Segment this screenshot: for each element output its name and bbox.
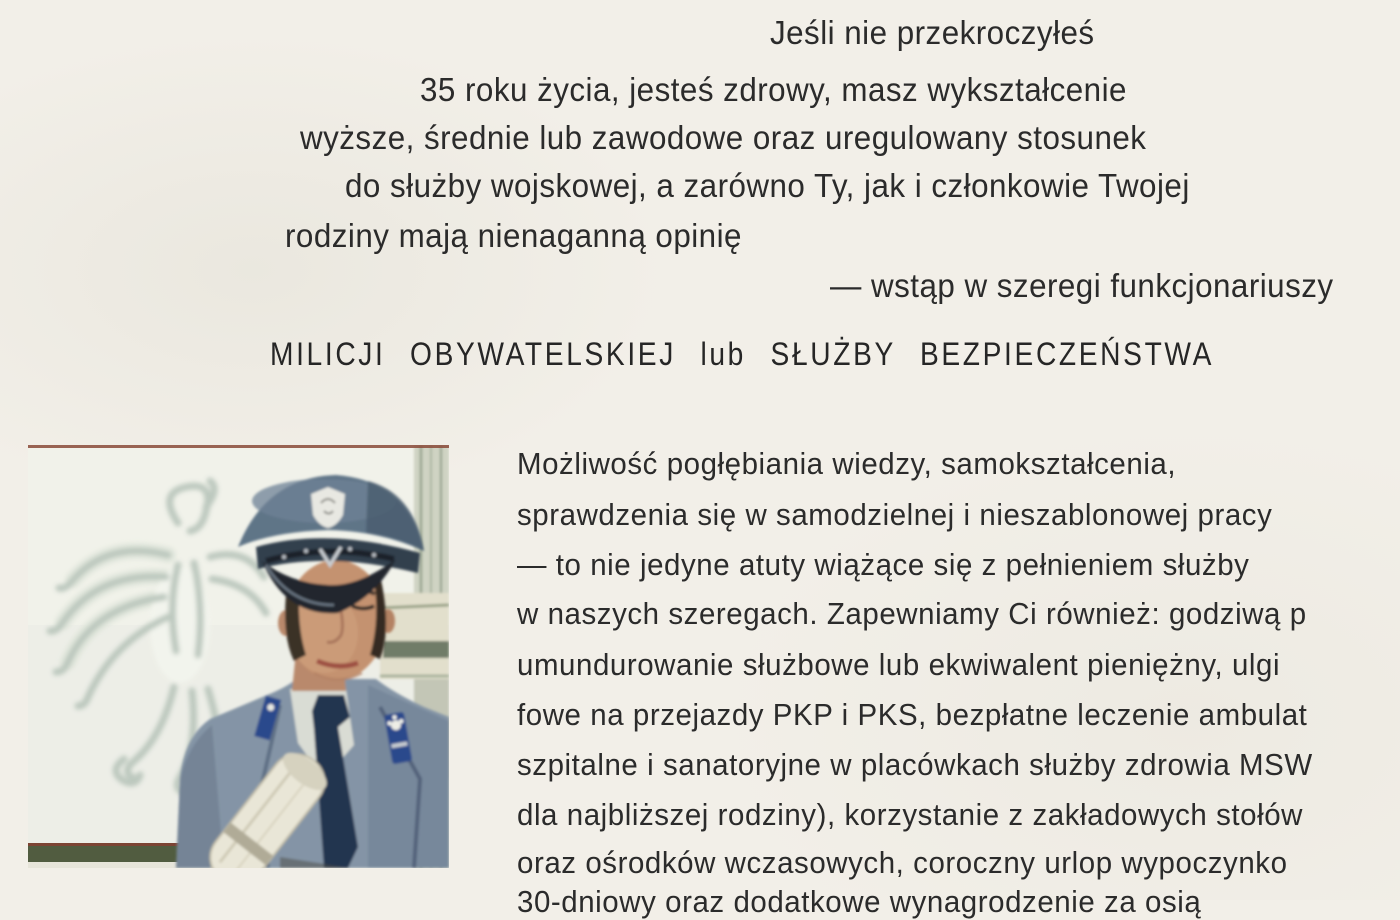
officer-photo	[28, 445, 449, 868]
body-line-1: Możliwość pogłębiania wiedzy, samokształcenia,	[517, 446, 1177, 481]
body-line-5: umundurowanie służbowe lub ekwiwalent pieniężny, ulgi	[517, 647, 1281, 682]
body-line-9: oraz ośrodków wczasowych, coroczny urlop wypoczynko	[517, 845, 1288, 880]
body-line-3: — to nie jedyne atuty wiążące się z pełnieniem służby	[517, 547, 1250, 582]
body-line-6: fowe na przejazdy PKP i PKS, bezpłatne leczenie ambulat	[517, 697, 1308, 732]
intro-line-2: 35 roku życia, jesteś zdrowy, masz wykształcenie	[420, 71, 1127, 108]
intro-line-6: — wstąp w szeregi funkcjonariuszy	[830, 267, 1334, 304]
body-line-10-clipped: 30-dniowy oraz dodatkowe wynagrodzenie za osią	[517, 884, 1202, 919]
body-line-8: dla najbliższej rodziny), korzystanie z zakładowych stołów	[517, 797, 1303, 832]
headline-milicja-sb: MILICJI OBYWATELSKIEJ lub SŁUŻBY BEZPIECZEŃSTWA	[270, 336, 1215, 372]
officer-photo-art	[28, 445, 449, 868]
photo-top-edge	[28, 445, 449, 448]
body-line-2: sprawdzenia się w samodzielnej i nieszablonowej pracy	[517, 497, 1273, 532]
intro-line-3: wyższe, średnie lub zawodowe oraz uregulowany stosunek	[300, 119, 1147, 156]
intro-line-4: do służby wojskowej, a zarówno Ty, jak i członkowie Twojej	[345, 167, 1190, 204]
intro-line-1: Jeśli nie przekroczyłeś	[770, 14, 1095, 51]
body-line-7: szpitalne i sanatoryjne w placówkach służby zdrowia MSW	[517, 747, 1313, 782]
intro-line-5: rodziny mają nienaganną opinię	[285, 217, 742, 254]
body-line-4: w naszych szeregach. Zapewniamy Ci również: godziwą p	[517, 596, 1307, 631]
